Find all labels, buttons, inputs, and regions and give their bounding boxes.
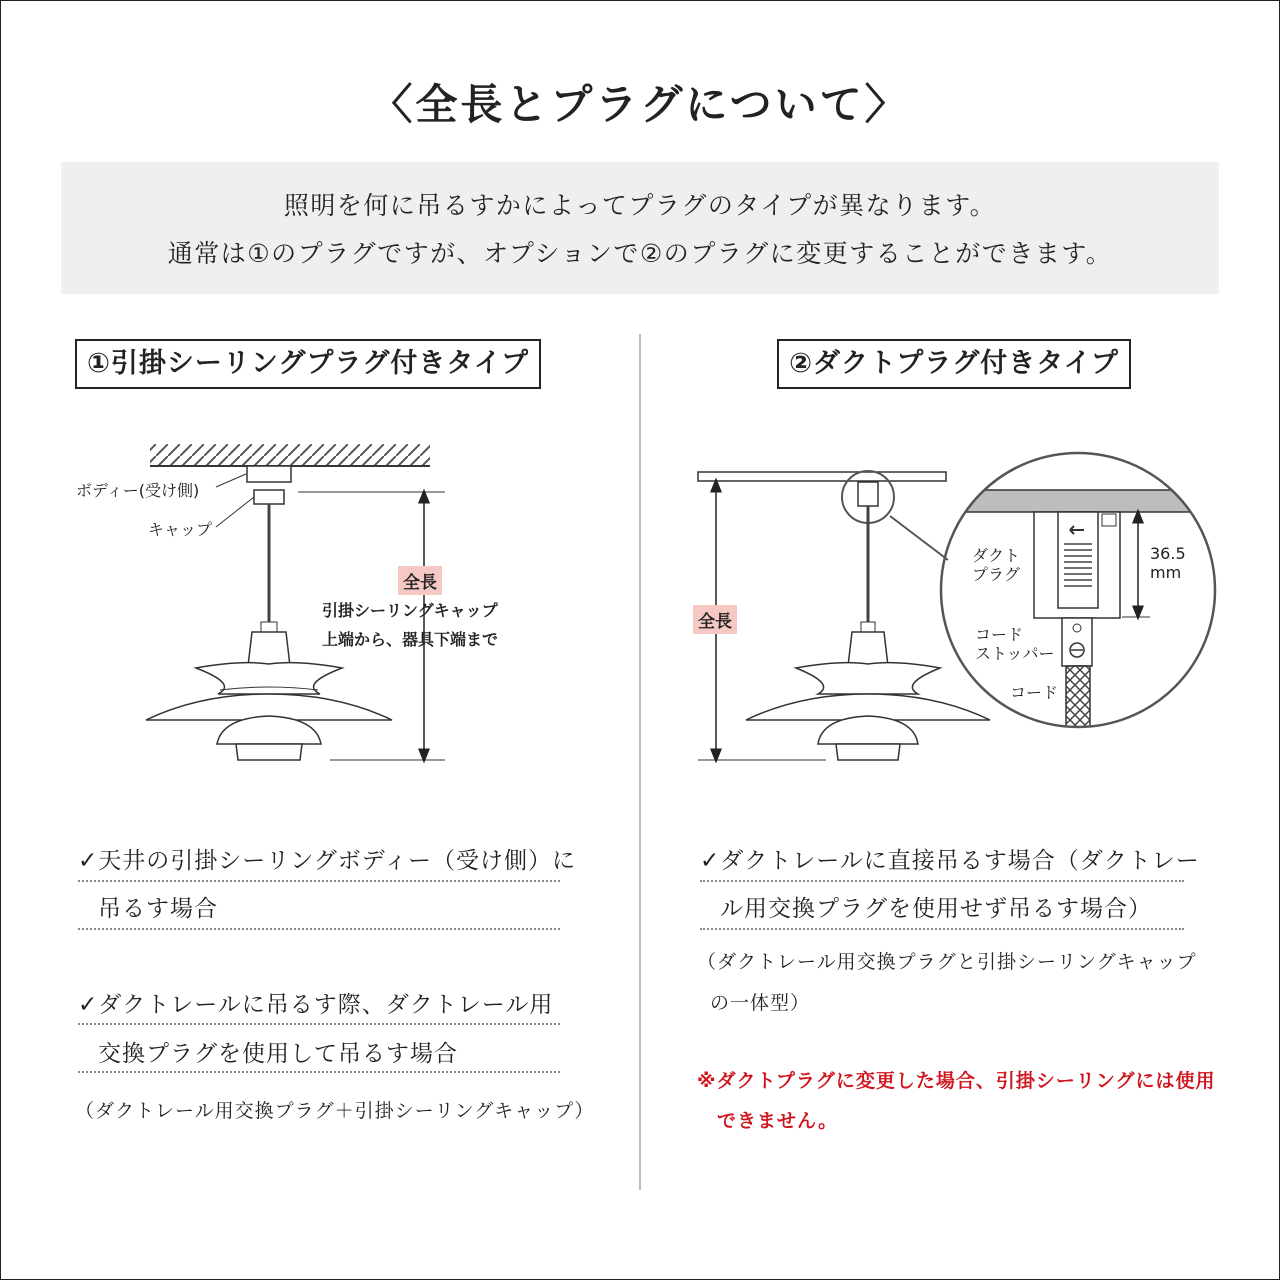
left-length-desc-2: 上端から、器具下端まで [322, 630, 499, 649]
stopper-label-1: コード [975, 625, 1024, 644]
dotted-divider [700, 880, 1184, 882]
right-case-line2: ル用交換プラグを使用せず吊るす場合） [720, 896, 1152, 922]
left-heading: ①引掛シーリングプラグ付きタイプ [75, 339, 541, 389]
body-label: ボディー(受け側) [76, 481, 200, 500]
warning-line1: ※ダクトプラグに変更した場合、引掛シーリングには使用 [697, 1070, 1216, 1092]
right-heading: ②ダクトプラグ付きタイプ [777, 339, 1131, 389]
left-case2-line2: 交換プラグを使用して吊るす場合 [98, 1041, 458, 1067]
right-note-line1: （ダクトレール用交換プラグと引掛シーリングキャップ [697, 951, 1197, 973]
duct-plug-label-1: ダクト [972, 546, 1021, 565]
zoom-detail [940, 453, 1220, 756]
stopper-label-2: ストッパー [975, 644, 1055, 663]
dotted-divider [78, 928, 560, 930]
left-length-desc-1: 引掛シーリングキャップ [322, 601, 498, 620]
intro-line-2: 通常は①のプラグですが、オプションで②のプラグに変更することができます。 [167, 239, 1113, 268]
duct-plug-label-2: プラグ [972, 565, 1021, 584]
left-note: （ダクトレール用交換プラグ＋引掛シーリングキャップ） [75, 1100, 595, 1122]
dotted-divider [78, 1071, 560, 1073]
dotted-divider [78, 880, 560, 882]
cord-label: コード [1010, 683, 1059, 702]
dotted-divider [700, 928, 1184, 930]
dimension-unit: mm [1150, 563, 1182, 582]
right-length-badge: 全長 [693, 605, 737, 634]
right-case-line1: ✓ダクトレールに直接吊るす場合（ダクトレー [700, 848, 1200, 874]
left-case1-line1: ✓天井の引掛シーリングボディー（受け側）に [78, 848, 576, 874]
right-note-line2: の一体型） [710, 992, 811, 1014]
intro-line-1: 照明を何に吊るすかによってプラグのタイプが異なります。 [283, 191, 997, 220]
dotted-divider [78, 1023, 560, 1025]
right-lamp-diagram [698, 471, 990, 760]
cap-label: キャップ [148, 520, 213, 539]
left-case2-line1: ✓ダクトレールに吊るす際、ダクトレール用 [78, 992, 554, 1018]
left-case1-line2: 吊るす場合 [98, 896, 218, 922]
left-length-badge: 全長 [398, 566, 442, 595]
warning-line2: できません。 [717, 1110, 839, 1132]
page-title: 〈全長とプラグについて〉 [370, 80, 910, 129]
dimension-value: 36.5 [1150, 544, 1186, 563]
